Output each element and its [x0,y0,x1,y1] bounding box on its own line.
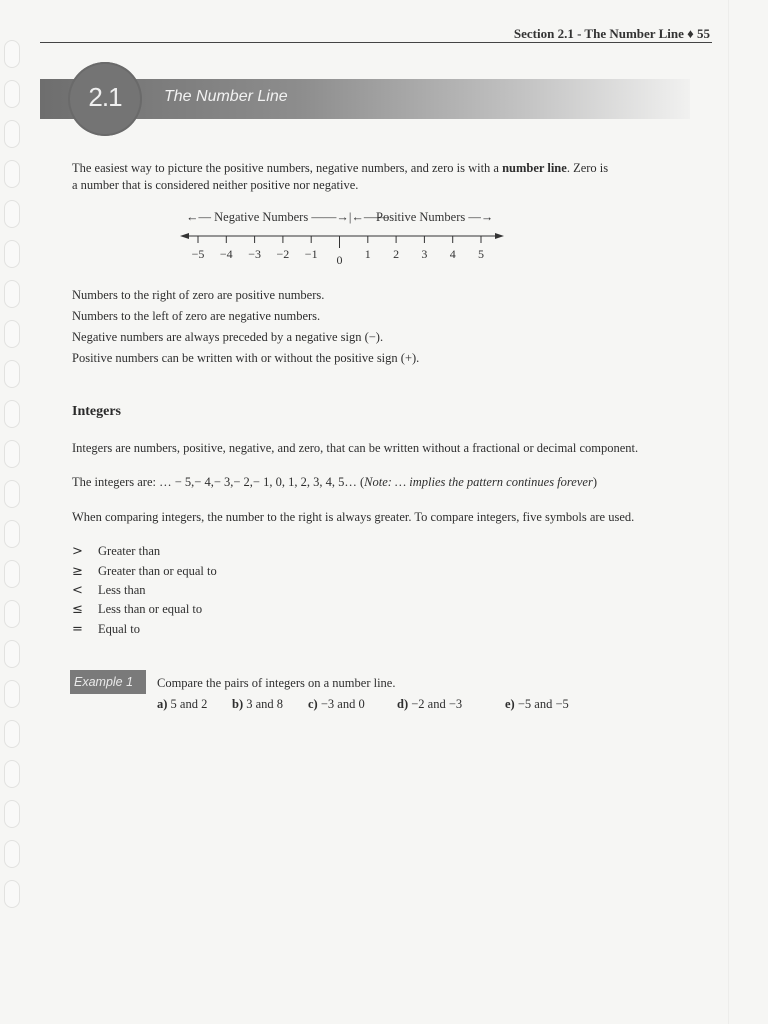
binding-hole [4,320,20,348]
binding-holes [4,40,22,1000]
greater-than-symbol: > [72,544,83,559]
symbol-meaning: Equal to [98,622,141,636]
symbol-row [72,622,140,637]
binding-hole [4,120,20,148]
intro-paragraph [72,160,672,194]
number-line-tick-label: 3 [421,247,428,261]
left-arrowhead-icon [180,233,189,239]
example-part-c [308,697,365,712]
binding-hole [4,360,20,388]
binding-hole [4,160,20,188]
positive-label-text: Positive Numbers [376,210,466,224]
part-letter: c) [308,697,318,711]
part-letter: b) [232,697,244,711]
example-prompt: Compare the pairs of integers on a number line. [157,676,396,690]
symbol-row [72,583,146,598]
running-header-text: Section 2.1 - The Number Line ♦ 55 [513,26,710,41]
symbol-row [72,544,160,559]
symbol-meaning: Less than or equal to [98,602,203,616]
split-arrows-icon: ——→|←—— [311,210,389,224]
section-number: 2.1 [88,82,122,112]
number-line-tick-label: 1 [364,247,371,261]
binding-hole [4,840,20,868]
number-line-tick-label: 2 [393,247,400,261]
binding-hole [4,400,20,428]
binding-hole [4,520,20,548]
intro-text: . Zero is [566,161,609,175]
binding-hole [4,80,20,108]
integers-list-text: The integers are: … − 5,− 4,− 3,− 2,− 1, 0, 1, 2, 3, 4, 5… [72,475,360,489]
binding-hole [4,680,20,708]
binding-hole [4,880,20,908]
binding-hole [4,800,20,828]
comparing-text: When comparing integers, the number to the right is always greater. To compare integers, five symbols are used. [72,510,635,524]
binding-hole [4,760,20,788]
example-part-e [505,697,569,712]
fact-line: Numbers to the left of zero are negative numbers. [72,309,321,323]
integers-definition: Integers are numbers, positive, negative, and zero, that can be written without a fractional or decimal component. [72,441,639,455]
number-line [180,226,510,268]
integers-heading: Integers [72,404,121,419]
part-letter: d) [397,697,409,711]
right-arrowhead-icon [495,233,504,239]
right-arrow-icon: —→ [468,210,494,224]
symbol-meaning: Less than [98,583,146,597]
binding-hole [4,560,20,588]
binding-hole [4,240,20,268]
part-text: 5 and 2 [170,697,208,711]
binding-hole [4,440,20,468]
intro-line-2: a number that is considered neither positive nor negative. [72,178,359,192]
page-edge-shadow [728,0,729,1024]
intro-line-1 [72,160,672,177]
greater-equal-symbol: ≥ [72,564,83,579]
binding-hole [4,720,20,748]
number-line-tick-label: −3 [248,247,261,261]
fact-line: Negative numbers are always preceded by a negative sign (−). [72,330,384,344]
integers-list [72,474,722,491]
negative-label-text: Negative Numbers [214,210,309,224]
number-line-tick-label: 5 [478,247,484,261]
number-line-tick-label: −1 [304,247,318,261]
part-text: 3 and 8 [246,697,284,711]
example-part-a [157,697,207,712]
binding-hole [4,200,20,228]
note-open-paren: ( [359,475,365,489]
note-close-paren: ) [592,475,597,489]
less-equal-symbol: ≤ [72,602,83,617]
number-line-ticks [192,236,484,267]
example-badge: Example 1 [70,670,146,694]
part-letter: e) [505,697,515,711]
left-arrow-icon: ←— [186,210,211,224]
number-line-tick-label: −5 [191,247,205,261]
symbol-row [72,602,202,617]
less-than-symbol: < [72,583,83,598]
symbol-meaning: Greater than or equal to [98,564,217,578]
binding-hole [4,600,20,628]
number-facts [72,287,419,367]
fact-line: Numbers to the right of zero are positive numbers. [72,288,325,302]
intro-text: The easiest way to picture the positive numbers, negative numbers, and zero is with a [72,161,503,175]
symbol-meaning: Greater than [98,544,161,558]
number-line-tick-label: −4 [219,247,233,261]
binding-hole [4,40,20,68]
intro-bold-term: number line [502,161,567,175]
number-line-tick-label: 0 [336,253,343,267]
note-text: : … implies the pattern continues forever [387,475,593,489]
running-header [40,26,712,43]
symbol-row [72,564,217,579]
binding-hole [4,480,20,508]
binding-hole [4,640,20,668]
example-part-d [397,697,462,712]
binding-hole [4,280,20,308]
fact-line: Positive numbers can be written with or without the positive sign (+). [72,351,420,365]
part-text: −2 and −3 [411,697,463,711]
section-title: The Number Line [164,88,288,105]
number-line-tick-label: −2 [276,247,290,261]
equal-symbol: = [72,622,83,637]
part-text: −5 and −5 [517,697,569,711]
negative-numbers-label [186,210,389,225]
part-text: −3 and 0 [320,697,365,711]
positive-numbers-label [376,210,493,225]
part-letter: a) [157,697,168,711]
example-part-b [232,697,283,712]
number-line-tick-label: 4 [449,247,456,261]
note-label: Note [364,475,388,489]
